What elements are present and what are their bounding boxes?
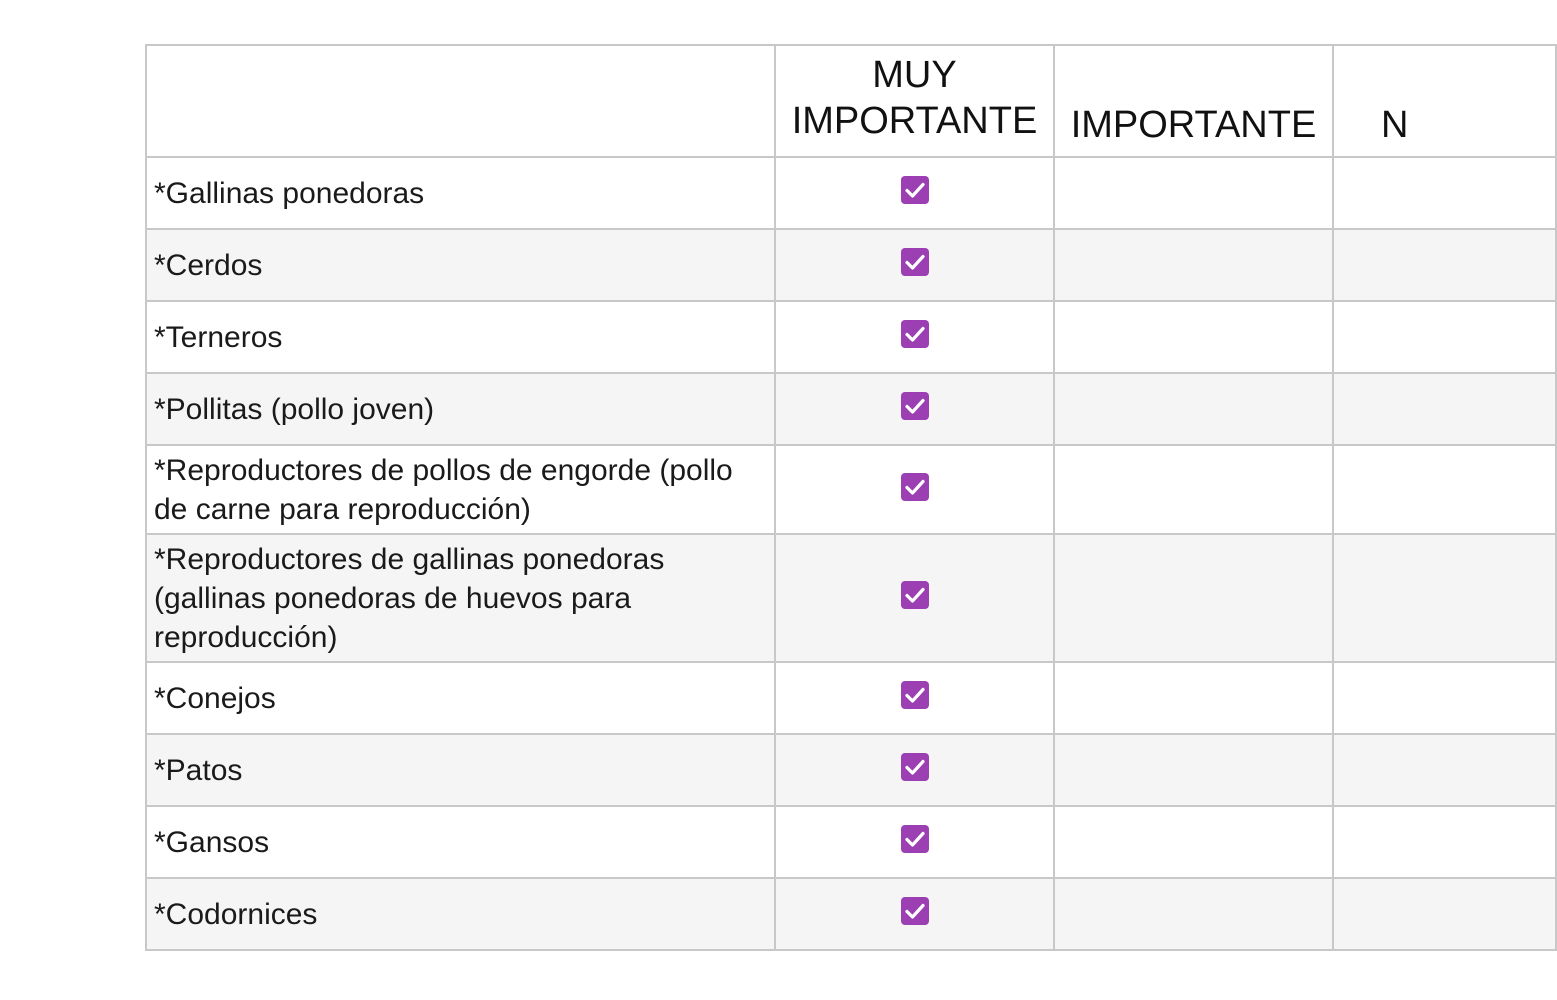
checked-checkbox-icon[interactable] bbox=[901, 753, 929, 781]
option-cell-importante[interactable] bbox=[1054, 373, 1333, 445]
table-row bbox=[146, 534, 1556, 662]
row-label: *Reproductores de pollos de engorde (pollo de carne para reproducción) bbox=[146, 445, 775, 534]
option-cell-muy-importante[interactable] bbox=[775, 734, 1054, 806]
option-cell-muy-importante[interactable] bbox=[775, 157, 1054, 229]
table-row bbox=[146, 445, 1556, 534]
header-label-column bbox=[146, 45, 775, 157]
table-row bbox=[146, 373, 1556, 445]
option-cell-truncated[interactable] bbox=[1333, 301, 1556, 373]
option-cell-truncated[interactable] bbox=[1333, 806, 1556, 878]
table-row bbox=[146, 878, 1556, 950]
option-cell-truncated[interactable] bbox=[1333, 878, 1556, 950]
checked-checkbox-icon[interactable] bbox=[901, 176, 929, 204]
row-label: *Cerdos bbox=[146, 229, 775, 301]
option-cell-truncated[interactable] bbox=[1333, 734, 1556, 806]
header-muy-importante: MUY IMPORTANTE bbox=[775, 45, 1054, 157]
option-cell-importante[interactable] bbox=[1054, 662, 1333, 734]
option-cell-importante[interactable] bbox=[1054, 301, 1333, 373]
option-cell-importante[interactable] bbox=[1054, 229, 1333, 301]
option-cell-truncated[interactable] bbox=[1333, 229, 1556, 301]
checked-checkbox-icon[interactable] bbox=[901, 473, 929, 501]
checked-checkbox-icon[interactable] bbox=[901, 897, 929, 925]
option-cell-importante[interactable] bbox=[1054, 806, 1333, 878]
table-row bbox=[146, 229, 1556, 301]
checked-checkbox-icon[interactable] bbox=[901, 581, 929, 609]
option-cell-importante[interactable] bbox=[1054, 734, 1333, 806]
row-label: *Reproductores de gallinas ponedoras (gallinas ponedoras de huevos para reproducción) bbox=[146, 534, 775, 662]
option-cell-importante[interactable] bbox=[1054, 445, 1333, 534]
table-row bbox=[146, 806, 1556, 878]
option-cell-muy-importante[interactable] bbox=[775, 373, 1054, 445]
table-row bbox=[146, 662, 1556, 734]
table-row bbox=[146, 157, 1556, 229]
header-truncated-option: N bbox=[1333, 45, 1556, 157]
grid-question-viewport bbox=[145, 44, 1409, 952]
option-cell-truncated[interactable] bbox=[1333, 157, 1556, 229]
option-cell-importante[interactable] bbox=[1054, 534, 1333, 662]
row-label: *Patos bbox=[146, 734, 775, 806]
option-cell-muy-importante[interactable] bbox=[775, 445, 1054, 534]
row-label: *Pollitas (pollo joven) bbox=[146, 373, 775, 445]
row-label: *Gallinas ponedoras bbox=[146, 157, 775, 229]
option-cell-truncated[interactable] bbox=[1333, 662, 1556, 734]
option-cell-truncated[interactable] bbox=[1333, 373, 1556, 445]
row-label: *Gansos bbox=[146, 806, 775, 878]
checked-checkbox-icon[interactable] bbox=[901, 681, 929, 709]
option-cell-muy-importante[interactable] bbox=[775, 878, 1054, 950]
row-label: *Conejos bbox=[146, 662, 775, 734]
option-cell-muy-importante[interactable] bbox=[775, 229, 1054, 301]
grid-question-table bbox=[145, 44, 1557, 951]
row-label: *Terneros bbox=[146, 301, 775, 373]
checked-checkbox-icon[interactable] bbox=[901, 320, 929, 348]
row-label: *Codornices bbox=[146, 878, 775, 950]
option-cell-muy-importante[interactable] bbox=[775, 301, 1054, 373]
option-cell-muy-importante[interactable] bbox=[775, 534, 1054, 662]
option-cell-muy-importante[interactable] bbox=[775, 662, 1054, 734]
option-cell-importante[interactable] bbox=[1054, 878, 1333, 950]
table-row bbox=[146, 301, 1556, 373]
option-cell-importante[interactable] bbox=[1054, 157, 1333, 229]
table-row bbox=[146, 734, 1556, 806]
checked-checkbox-icon[interactable] bbox=[901, 392, 929, 420]
checked-checkbox-icon[interactable] bbox=[901, 248, 929, 276]
header-importante: IMPORTANTE bbox=[1054, 45, 1333, 157]
option-cell-truncated[interactable] bbox=[1333, 534, 1556, 662]
option-cell-truncated[interactable] bbox=[1333, 445, 1556, 534]
checked-checkbox-icon[interactable] bbox=[901, 825, 929, 853]
header-row bbox=[146, 45, 1556, 157]
option-cell-muy-importante[interactable] bbox=[775, 806, 1054, 878]
